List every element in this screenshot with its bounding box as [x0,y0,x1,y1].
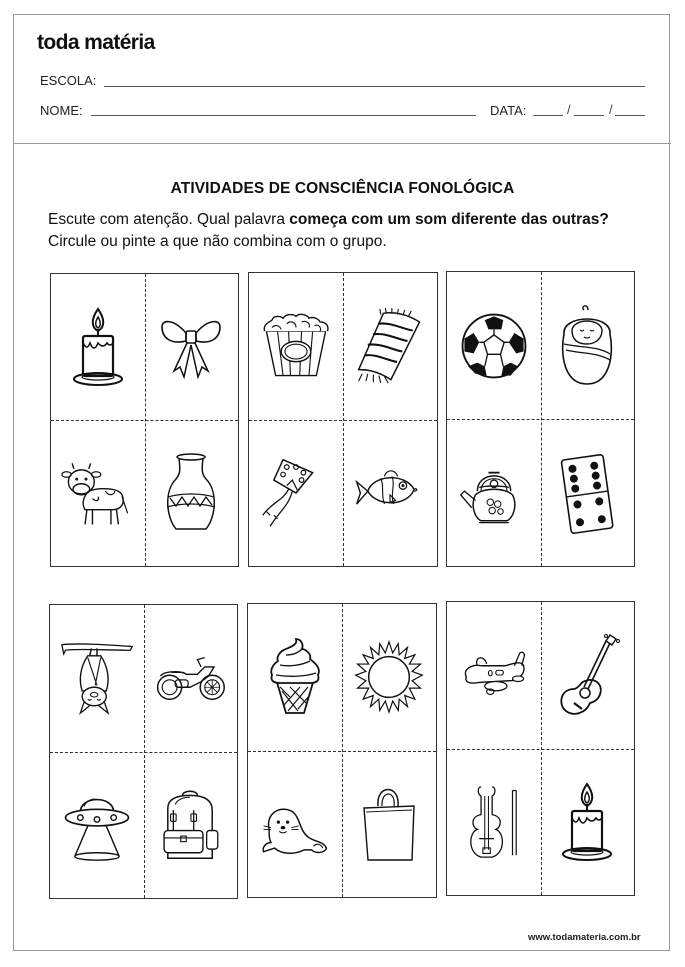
item-guitar[interactable] [541,602,635,749]
violin-icon [457,780,531,864]
date-year-field[interactable] [615,115,645,116]
instructions-bold: começa com um som diferente das outras? [289,211,609,228]
card-1 [50,273,239,567]
card-2 [248,272,438,567]
vase-icon [154,451,228,535]
item-popcorn[interactable] [249,273,343,420]
item-candle[interactable] [51,274,145,420]
airplane-icon [457,633,531,717]
towel-icon [353,304,427,388]
logo: toda matéria [37,31,155,54]
school-field[interactable] [104,86,645,87]
instructions-regular: Escute com atenção. Qual palavra [48,211,290,228]
item-backpack[interactable] [144,752,238,899]
item-baby[interactable] [541,272,635,419]
item-domino[interactable] [541,419,635,566]
item-teapot[interactable] [447,419,541,566]
date-separator: / [609,102,613,117]
item-soccer-ball[interactable] [447,272,541,419]
item-seal[interactable] [248,751,342,898]
header-divider [13,143,671,144]
card-3 [446,271,635,567]
backpack-icon [153,783,227,867]
name-label: NOME: [40,103,83,118]
date-month-field[interactable] [574,115,604,116]
card-6 [446,601,635,896]
instructions-line-1 [48,211,609,229]
item-ufo[interactable] [50,752,144,899]
name-field[interactable] [91,115,476,116]
item-towel[interactable] [343,273,437,420]
item-airplane[interactable] [447,602,541,749]
item-motorcycle[interactable] [144,605,238,752]
item-fish[interactable] [343,420,437,567]
domino-icon [550,451,624,535]
item-violin[interactable] [447,749,541,896]
item-vase[interactable] [145,420,239,566]
candle-icon [550,780,624,864]
kite-icon [259,451,333,535]
school-label: ESCOLA: [40,73,97,88]
page-title: ATIVIDADES DE CONSCIÊNCIA FONOLÓGICA [170,180,515,197]
date-separator: / [567,102,571,117]
popcorn-icon [259,304,333,388]
item-bow[interactable] [145,274,239,420]
ufo-icon [60,783,134,867]
footer-url: www.todamateria.com.br [528,932,641,943]
soccer-ball-icon [457,304,531,388]
card-4 [49,604,238,899]
item-kite[interactable] [249,420,343,567]
teapot-icon [457,451,531,535]
instructions-line-2: Circule ou pinte a que não combina com o grupo. [48,233,387,250]
item-candle[interactable] [541,749,635,896]
baby-icon [550,304,624,388]
date-day-field[interactable] [533,115,563,116]
item-sun[interactable] [342,604,436,751]
fish-icon [353,451,427,535]
candle-icon [61,305,135,389]
bow-icon [154,305,228,389]
bat-icon [60,636,134,720]
seal-icon [258,782,332,866]
ice-cream-icon [258,635,332,719]
date-label: DATA: [490,103,527,118]
item-ice-cream[interactable] [248,604,342,751]
bag-icon [352,782,426,866]
sun-icon [352,635,426,719]
item-cow[interactable] [51,420,145,566]
motorcycle-icon [153,636,227,720]
cow-icon [61,451,135,535]
item-bag[interactable] [342,751,436,898]
card-5 [247,603,437,898]
guitar-icon [550,633,624,717]
item-bat[interactable] [50,605,144,752]
